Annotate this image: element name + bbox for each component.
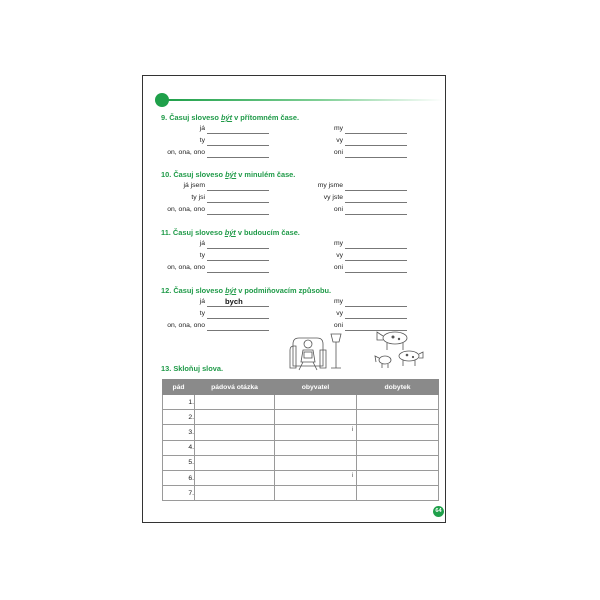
answer-line[interactable] [345, 248, 407, 249]
pronoun-label: ty [199, 310, 205, 317]
conjugation-row [143, 298, 447, 310]
answer-line[interactable] [345, 318, 407, 319]
answer-line[interactable] [345, 133, 407, 134]
table-row [163, 486, 439, 501]
pronoun-label: oni [333, 149, 343, 156]
case-number: 3. [163, 425, 195, 440]
case-number: 1. [163, 395, 195, 410]
obyvatel-cell[interactable] [275, 486, 357, 501]
pronoun-label: já [199, 298, 205, 305]
pronoun-label: já [199, 240, 205, 247]
farm-animals-illustration [373, 328, 425, 370]
pronoun-label: oni [333, 264, 343, 271]
question-cell[interactable] [195, 455, 275, 470]
pronoun-label: my [333, 298, 343, 305]
header-rule [167, 99, 443, 101]
answer-line[interactable] [207, 214, 269, 215]
conjugation-row [143, 310, 447, 322]
column-header: pádová otázka [195, 380, 275, 395]
dobytek-cell[interactable] [357, 395, 439, 410]
pronoun-label: já [199, 125, 205, 132]
pronoun-label: oni [333, 206, 343, 213]
conjugation-row [143, 194, 447, 206]
table-row [163, 440, 439, 455]
column-header: pád [163, 380, 195, 395]
pronoun-label: ty jsi [191, 194, 205, 201]
declension-table [162, 379, 439, 501]
obyvatel-cell[interactable]: i [275, 470, 357, 485]
pronoun-label: my [333, 125, 343, 132]
dobytek-cell[interactable] [357, 425, 439, 440]
table-row [163, 470, 439, 485]
person-in-armchair-illustration [287, 330, 345, 372]
answer-line[interactable] [345, 157, 407, 158]
case-number: 7. [163, 486, 195, 501]
dobytek-cell[interactable] [357, 470, 439, 485]
conjugation-row [143, 206, 447, 218]
conjugation-row [143, 182, 447, 194]
answer-line[interactable] [345, 306, 407, 307]
answer-line[interactable] [345, 214, 407, 215]
obyvatel-cell[interactable] [275, 410, 357, 425]
answer-line[interactable] [207, 157, 269, 158]
pronoun-label: vy [336, 252, 343, 259]
answer-line[interactable] [207, 318, 269, 319]
table-row [163, 410, 439, 425]
table-header-row [163, 380, 439, 395]
answer-line[interactable] [207, 306, 269, 307]
pronoun-label: on, ona, ono [167, 206, 205, 213]
exercise-title: 9. Časuj sloveso být v přítomném čase. [161, 113, 300, 122]
conjugation-row [143, 149, 447, 161]
pronoun-label: ty [199, 252, 205, 259]
pronoun-label: my jsme [317, 182, 343, 189]
question-cell[interactable] [195, 410, 275, 425]
exercise-title: 12. Časuj sloveso být v podmiňovacím způsobu. [161, 286, 332, 295]
table-row [163, 425, 439, 440]
exercise-title: 10. Časuj sloveso být v minulém čase. [161, 170, 296, 179]
answer-line[interactable] [345, 202, 407, 203]
obyvatel-cell[interactable] [275, 455, 357, 470]
answer-line[interactable] [207, 330, 269, 331]
pronoun-label: on, ona, ono [167, 322, 205, 329]
answer-line[interactable] [207, 190, 269, 191]
pronoun-label: vy jste [323, 194, 343, 201]
obyvatel-cell[interactable]: i [275, 425, 357, 440]
question-cell[interactable] [195, 486, 275, 501]
pronoun-label: vy [336, 137, 343, 144]
column-header: obyvatel [275, 380, 357, 395]
conjugation-row [143, 240, 447, 252]
question-cell[interactable] [195, 425, 275, 440]
pronoun-label: my [333, 240, 343, 247]
dobytek-cell[interactable] [357, 455, 439, 470]
case-number: 5. [163, 455, 195, 470]
column-header: dobytek [357, 380, 439, 395]
conjugation-row [143, 125, 447, 137]
answer-line[interactable] [207, 272, 269, 273]
answer-line[interactable] [345, 190, 407, 191]
answer-line[interactable] [345, 145, 407, 146]
conjugation-row [143, 252, 447, 264]
case-number: 2. [163, 410, 195, 425]
pronoun-label: ty [199, 137, 205, 144]
example-answer: bych [225, 297, 243, 306]
obyvatel-cell[interactable] [275, 440, 357, 455]
answer-line[interactable] [345, 260, 407, 261]
case-number: 6. [163, 470, 195, 485]
conjugation-row [143, 264, 447, 276]
pronoun-label: on, ona, ono [167, 149, 205, 156]
question-cell[interactable] [195, 470, 275, 485]
question-cell[interactable] [195, 440, 275, 455]
table-row [163, 455, 439, 470]
obyvatel-cell[interactable] [275, 395, 357, 410]
pronoun-label: on, ona, ono [167, 264, 205, 271]
answer-line[interactable] [207, 145, 269, 146]
question-cell[interactable] [195, 395, 275, 410]
table-row [163, 395, 439, 410]
dobytek-cell[interactable] [357, 486, 439, 501]
answer-line[interactable] [207, 260, 269, 261]
pronoun-label: vy [336, 310, 343, 317]
exercise-title: 11. Časuj sloveso být v budoucím čase. [161, 228, 300, 237]
dobytek-cell[interactable] [357, 440, 439, 455]
page-number-badge: 64 [433, 506, 444, 517]
exercise-13-title: 13. Skloňuj slova. [161, 364, 224, 373]
answer-line[interactable] [345, 272, 407, 273]
conjugation-row [143, 137, 447, 149]
answer-line[interactable] [207, 202, 269, 203]
case-number: 4. [163, 440, 195, 455]
pronoun-label: já jsem [183, 182, 205, 189]
workbook-page [142, 75, 446, 523]
answer-line[interactable] [207, 248, 269, 249]
dobytek-cell[interactable] [357, 410, 439, 425]
pronoun-label: oni [333, 322, 343, 329]
answer-line[interactable] [207, 133, 269, 134]
